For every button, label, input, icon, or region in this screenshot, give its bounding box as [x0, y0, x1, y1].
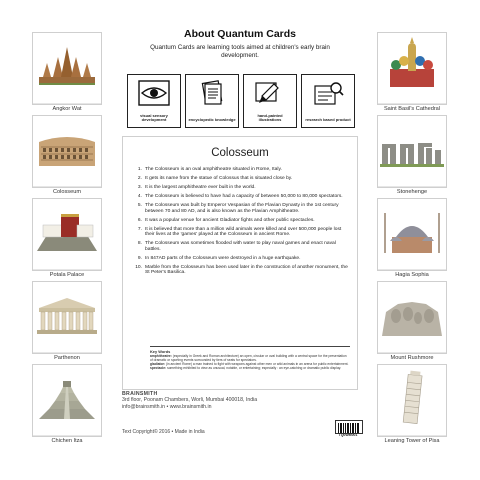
fact-text: It was a popular venue for ancient Gladiator fights and other public spectacles. [145, 217, 315, 223]
feature-hand-painted-illustrations [243, 74, 297, 128]
card-mount-rushmore [377, 281, 447, 361]
card-colosseum [32, 115, 102, 195]
barcode-icon [335, 420, 363, 434]
feature-encyclopedic-knowledge [185, 74, 239, 128]
fact-item [131, 256, 351, 262]
fact-number: 7. [137, 226, 142, 232]
fact-item [131, 176, 351, 182]
key-word-definition: (in ancient Rome) a man trained to fight with weapons against other men or wild animals in an arena for public entertainment. [165, 362, 349, 367]
card-chichen-itza [32, 364, 102, 444]
fact-text: Marble from the Colosseum has been used later in the construction of another monument, the St Peter's Basilica. [145, 264, 348, 276]
fact-text: It gets its name from the statue of Colossus that is situated close by. [145, 175, 293, 181]
key-words-section [150, 350, 350, 370]
caption-colosseum: Colosseum [53, 189, 81, 195]
key-word-definition: (especially in Greek and Roman architecture) an open, circular or oval building with a central space for the presentation of dramatic or sporting events surrounded by tiers of seats for spectators. [150, 354, 347, 363]
fact-text: The Colosseum is believed to have had a capacity of between 50,000 to 80,000 spectators. [145, 193, 343, 199]
feature-label: encyclopedic knowledge [188, 117, 236, 123]
fact-item [131, 227, 351, 238]
key-words-list [150, 354, 350, 370]
card-stonehenge [377, 115, 447, 195]
angkor-wat-image [33, 33, 101, 104]
fact-item [131, 218, 351, 224]
page-title: About Quantum Cards [184, 28, 296, 40]
fact-number: 10. [135, 264, 142, 270]
publisher-brand: BRAINSMITH [122, 391, 158, 397]
fact-item [131, 167, 351, 173]
saint-basils-cathedral-image [378, 33, 446, 104]
card-hagia-sophia [377, 198, 447, 278]
leaning-tower-of-pisa-image [378, 365, 446, 436]
card-potala-palace [32, 198, 102, 278]
key-word-term: spectacle: [150, 366, 167, 371]
fact-text: The Colosseum was built by Emperor Vespasian of the Flavian Dynasty in the 1st century between 70 and 80 AD, and is also known as the Flavian Amphitheatre. [145, 202, 339, 214]
fact-number: 2. [137, 175, 142, 181]
card-saint-basils-cathedral [377, 32, 447, 112]
fact-number: 1. [137, 167, 142, 172]
chichen-itza-image [33, 365, 101, 436]
feature-label: visual sensory development [140, 112, 168, 123]
feature-research-based-product [301, 74, 355, 128]
publisher-address: 3rd floor, Poonam Chambers, Worli, Mumbai 400018, India [122, 397, 258, 404]
card-leaning-tower-of-pisa [377, 364, 447, 444]
mount-rushmore-image [378, 282, 446, 353]
publisher-contact: info@brainsmith.in • www.brainsmith.in [122, 403, 212, 410]
caption-saint-basils-cathedral: Saint Basil's Cathedral [383, 106, 441, 112]
key-word-term: amphitheatre: [150, 354, 172, 359]
key-word-entry [150, 366, 350, 370]
feature-label: hand-painted illustrations [257, 112, 283, 123]
fact-item [131, 203, 351, 214]
feature-label: research based product [305, 117, 351, 123]
hagia-sophia-image [378, 199, 446, 270]
colosseum-image [33, 116, 101, 187]
fact-number: 5. [137, 202, 142, 208]
fact-text: In 847AD parts of the Colosseum were destroyed in a huge earthquake. [145, 255, 301, 261]
caption-leaning-tower-of-pisa: Leaning Tower of Pisa [384, 438, 440, 444]
copyright-notice: Text Copyright© 2016 • Made in India [122, 429, 205, 435]
key-words-title: Key Words [150, 349, 171, 354]
key-words-divider [150, 346, 350, 347]
page-subtitle: Quantum Cards are learning tools aimed at children's early brain development. [150, 44, 330, 59]
documents-icon [196, 80, 228, 106]
fact-item [131, 241, 351, 252]
caption-stonehenge: Stonehenge [396, 189, 428, 195]
key-word-definition: something exhibited to view as unusual, notable, or entertaining; especially : an eye-catching or dramatic public display. [167, 366, 342, 371]
caption-angkor-wat: Angkor Wat [52, 106, 82, 112]
key-word-entry [150, 354, 350, 362]
fact-number: 8. [137, 241, 142, 247]
research-cube-icon [312, 80, 344, 106]
fact-item [131, 265, 351, 276]
fact-card-title: Colosseum [211, 147, 269, 159]
barcode-text: TQ0WM001 [338, 433, 358, 437]
fact-text: The Colosseum was sometimes flooded with water to play naval games and enact naval battles. [145, 241, 336, 252]
fact-text: The Colosseum is an oval amphitheatre situated in Rome, Italy. [145, 167, 282, 172]
fact-text: It is believed that more than a million wild animals were killed and over 500,000 people lost their lives at the 'games' played at the Colosseum in ancient Rome. [145, 226, 342, 238]
caption-chichen-itza: Chichen Itza [51, 438, 83, 444]
caption-mount-rushmore: Mount Rushmore [390, 355, 434, 361]
paintbrush-icon [254, 80, 286, 106]
eye-icon [138, 80, 170, 106]
card-angkor-wat [32, 32, 102, 112]
key-word-term: gladiator: [150, 362, 166, 367]
fact-item [131, 194, 351, 200]
caption-hagia-sophia: Hagia Sophia [395, 272, 429, 278]
stonehenge-image [378, 116, 446, 187]
card-parthenon [32, 281, 102, 361]
caption-potala-palace: Potala Palace [49, 272, 85, 278]
publisher-footer [122, 391, 362, 410]
fact-text: It is the largest amphitheatre ever built in the world. [145, 184, 256, 190]
fact-item [131, 185, 351, 191]
caption-parthenon: Parthenon [54, 355, 80, 361]
fact-number: 9. [137, 255, 142, 261]
feature-visual-sensory-development [127, 74, 181, 128]
potala-palace-image [33, 199, 101, 270]
fact-number: 6. [137, 217, 142, 223]
fact-number: 3. [137, 184, 142, 190]
fact-list [131, 167, 351, 279]
fact-number: 4. [137, 193, 142, 199]
parthenon-image [33, 282, 101, 353]
